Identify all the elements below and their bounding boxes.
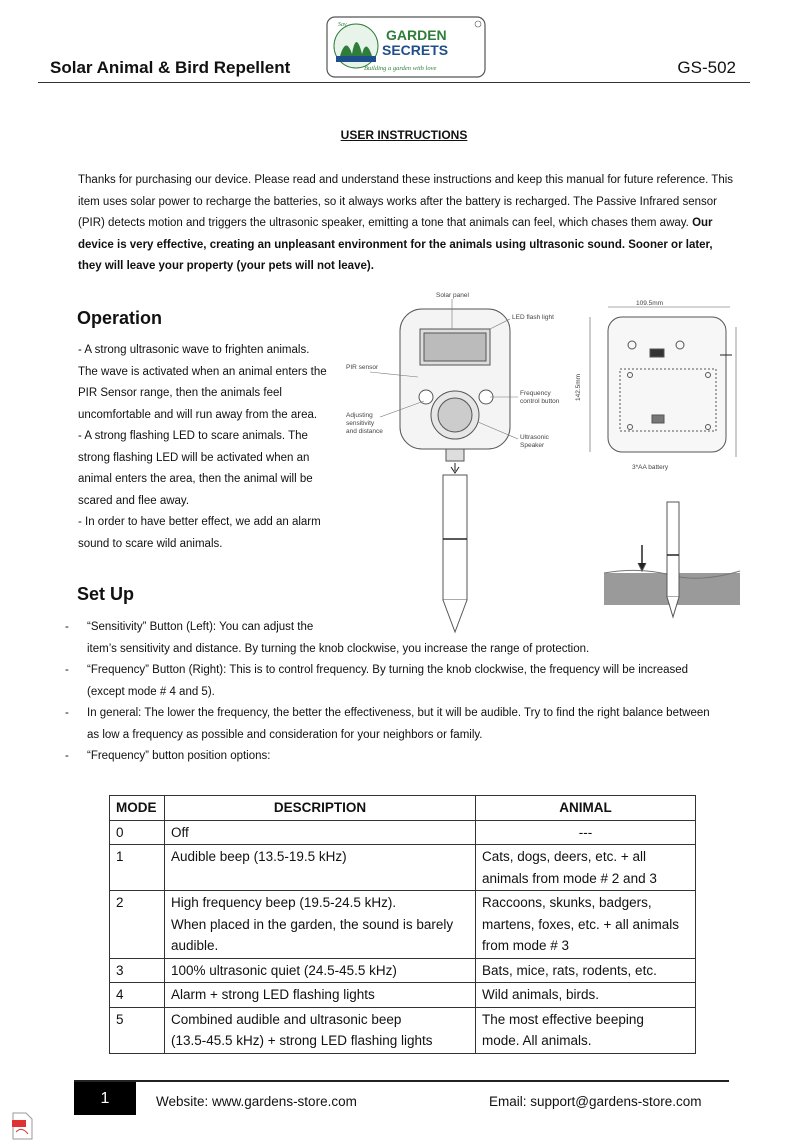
cell-description: Audible beep (13.5-19.5 kHz) bbox=[165, 845, 476, 891]
operation-line: - A strong ultrasonic wave to frighten animals. bbox=[78, 344, 310, 356]
table-row bbox=[110, 891, 696, 959]
bullet-dash: - bbox=[65, 664, 69, 676]
operation-line: sound to scare wild animals. bbox=[78, 537, 223, 550]
label-adjusting-3: and distance bbox=[346, 428, 383, 435]
cell-description: Combined audible and ultrasonic beep (13.5-45.5 kHz) + strong LED flashing lights bbox=[165, 1007, 476, 1053]
operation-line: uncomfortable and will run away from the area. bbox=[78, 408, 318, 421]
cell-animal: Wild animals, birds. bbox=[476, 983, 696, 1008]
intro-bold-text: Our device is very effective, creating an unpleasant environment for the animals using ultrasonic sound. Sooner or later, they will leave your property (your pets will not leave). bbox=[78, 217, 713, 272]
label-solar-panel: Solar panel bbox=[436, 292, 469, 299]
operation-line: The wave is activated when an animal enters the bbox=[78, 365, 327, 378]
header-divider bbox=[38, 82, 750, 83]
label-pir: PIR sensor bbox=[346, 364, 379, 371]
cell-description: 100% ultrasonic quiet (24.5-45.5 kHz) bbox=[165, 958, 476, 983]
setup-item-line: In general: The lower the frequency, the better the effectiveness, but it will be audible. Try to find the right balance between bbox=[87, 707, 710, 719]
table-row bbox=[110, 958, 696, 983]
setup-item-line: “Sensitivity” Button (Left): You can adjust the bbox=[87, 621, 314, 633]
setup-item-line: as low a frequency as possible and consideration for your neighbors or family. bbox=[87, 728, 483, 741]
label-led: LED flash light bbox=[512, 314, 554, 321]
cell-animal: --- bbox=[476, 820, 696, 845]
operation-heading: Operation bbox=[77, 308, 163, 328]
table-row bbox=[110, 1007, 696, 1053]
bullet-dash: - bbox=[65, 750, 69, 762]
label-frequency-2: control button bbox=[520, 398, 560, 405]
operation-line: PIR Sensor range, then the animals feel bbox=[78, 387, 282, 399]
label-adjusting: Adjusting bbox=[346, 412, 373, 419]
label-adjusting-2: sensitivity bbox=[346, 420, 375, 427]
cell-description: High frequency beep (19.5-24.5 kHz). When placed in the garden, the sound is barely audible. bbox=[165, 891, 476, 959]
svg-text:SECRETS: SECRETS bbox=[382, 42, 449, 58]
model-number: GS-502 bbox=[677, 58, 736, 77]
footer-email[interactable]: Email: support@gardens-store.com bbox=[489, 1094, 702, 1109]
setup-item-line: “Frequency” button position options: bbox=[87, 750, 271, 762]
label-height: 142.5mm bbox=[575, 373, 582, 401]
cell-mode: 1 bbox=[110, 845, 165, 891]
setup-list bbox=[60, 617, 750, 768]
setup-item-line: (except mode # 4 and 5). bbox=[87, 685, 215, 698]
operation-line: strong flashing LED will be activated when an bbox=[78, 451, 310, 464]
operation-line: scared and flee away. bbox=[78, 494, 190, 507]
footer-divider bbox=[74, 1080, 729, 1082]
page-number: 1 bbox=[74, 1082, 136, 1115]
bullet-dash: - bbox=[65, 707, 69, 719]
device-front-view bbox=[400, 309, 510, 632]
svg-text:Building a garden with love: Building a garden with love bbox=[364, 65, 437, 72]
document-title: Solar Animal & Bird Repellent bbox=[50, 58, 291, 77]
garden-secrets-logo bbox=[326, 16, 486, 78]
list-item bbox=[60, 617, 750, 660]
ground-illustration bbox=[604, 502, 740, 617]
cell-animal: The most effective beeping mode. All animals. bbox=[476, 1007, 696, 1053]
header-animal: ANIMAL bbox=[476, 796, 696, 821]
label-width: 109.5mm bbox=[636, 300, 664, 307]
operation-line: - In order to have better effect, we add an alarm bbox=[78, 516, 321, 528]
list-item bbox=[60, 660, 750, 703]
cell-animal: Raccoons, skunks, badgers, martens, foxes, etc. + all animals from mode # 3 bbox=[476, 891, 696, 959]
label-frequency: Frequency bbox=[520, 390, 551, 397]
bullet-dash: - bbox=[65, 621, 69, 633]
pdf-icon bbox=[10, 1112, 34, 1140]
cell-animal: Bats, mice, rats, rodents, etc. bbox=[476, 958, 696, 983]
label-battery: 3*AA battery bbox=[632, 464, 669, 471]
footer-website[interactable]: Website: www.gardens-store.com bbox=[156, 1094, 357, 1109]
mode-table bbox=[109, 795, 696, 1054]
list-item bbox=[60, 746, 750, 768]
cell-mode: 4 bbox=[110, 983, 165, 1008]
list-item bbox=[60, 703, 750, 746]
cell-animal: Cats, dogs, deers, etc. + all animals from mode # 2 and 3 bbox=[476, 845, 696, 891]
svg-text:GARDEN: GARDEN bbox=[386, 27, 447, 43]
cell-mode: 2 bbox=[110, 891, 165, 959]
setup-item-line: “Frequency” Button (Right): This is to control frequency. By turning the knob clockwise, the frequency will be increased bbox=[87, 664, 689, 676]
cell-description: Alarm + strong LED flashing lights bbox=[165, 983, 476, 1008]
header-mode: MODE bbox=[110, 796, 165, 821]
table-row bbox=[110, 983, 696, 1008]
user-instructions-heading: USER INSTRUCTIONS bbox=[340, 128, 468, 142]
table-row bbox=[110, 820, 696, 845]
device-diagram bbox=[340, 287, 750, 637]
cell-mode: 0 bbox=[110, 820, 165, 845]
table-header-row bbox=[110, 796, 696, 821]
label-speaker-2: Speaker bbox=[520, 442, 545, 449]
header-description: DESCRIPTION bbox=[165, 796, 476, 821]
operation-line: - A strong flashing LED to scare animals. The bbox=[78, 430, 308, 442]
setup-item-line: item’s sensitivity and distance. By turning the knob clockwise, you increase the range of protection. bbox=[87, 642, 590, 655]
label-speaker: Ultrasonic bbox=[520, 434, 549, 441]
operation-line: animal enters the area, then the animal will be bbox=[78, 473, 313, 485]
setup-heading: Set Up bbox=[77, 584, 135, 604]
svg-text:Say: Say bbox=[338, 22, 347, 28]
cell-description: Off bbox=[165, 820, 476, 845]
intro-text: Thanks for purchasing our device. Please read and understand these instructions and keep this manual for future reference. This item uses solar power to recharge the batteries, so it always works after the battery is recharged. The Passive Infrared sensor (PIR) detects motion and triggers the ultrasonic speaker, emitting a tone that animals can feel, which chases them away. bbox=[78, 174, 734, 229]
operation-text bbox=[78, 340, 340, 555]
intro-paragraph bbox=[78, 170, 738, 278]
device-back-view bbox=[590, 307, 736, 457]
table-row bbox=[110, 845, 696, 891]
cell-mode: 3 bbox=[110, 958, 165, 983]
cell-mode: 5 bbox=[110, 1007, 165, 1053]
